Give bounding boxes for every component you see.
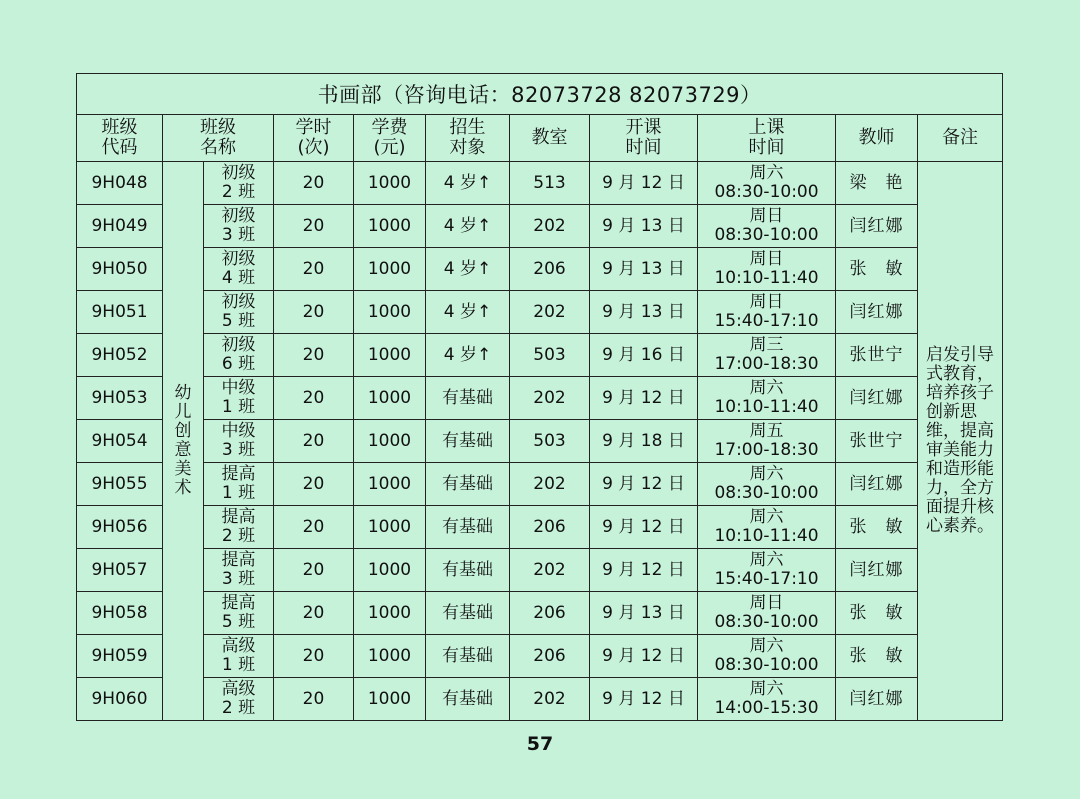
class-start-date: 9 月 12 日 (590, 463, 698, 506)
class-teacher: 闫红娜 (836, 549, 918, 592)
table-title: 书画部（咨询电话：82073728 82073729） (77, 74, 1003, 115)
header-target: 招生 对象 (426, 115, 510, 162)
course-table-container (76, 73, 1002, 721)
class-code: 9H057 (77, 549, 163, 592)
table-row (77, 592, 1003, 635)
header-start-date: 开课 时间 (590, 115, 698, 162)
class-schedule: 周五 17:00-18:30 (698, 420, 836, 463)
class-schedule: 周六 10:10-11:40 (698, 506, 836, 549)
class-start-date: 9 月 13 日 (590, 291, 698, 334)
class-room: 202 (510, 205, 590, 248)
class-hours: 20 (274, 420, 354, 463)
class-name: 中级 1 班 (204, 377, 274, 420)
class-fee: 1000 (354, 635, 426, 678)
class-hours: 20 (274, 549, 354, 592)
class-teacher: 张 敏 (836, 506, 918, 549)
class-name: 提高 2 班 (204, 506, 274, 549)
header-schedule: 上课 时间 (698, 115, 836, 162)
class-schedule: 周三 17:00-18:30 (698, 334, 836, 377)
header-fee: 学费 (元) (354, 115, 426, 162)
class-name: 高级 1 班 (204, 635, 274, 678)
course-table (76, 73, 1003, 721)
class-room: 513 (510, 162, 590, 205)
class-teacher: 梁 艳 (836, 162, 918, 205)
class-target: 有基础 (426, 549, 510, 592)
class-name: 初级 3 班 (204, 205, 274, 248)
class-teacher: 闫红娜 (836, 377, 918, 420)
class-code: 9H053 (77, 377, 163, 420)
class-target: 4 岁↑ (426, 162, 510, 205)
class-start-date: 9 月 18 日 (590, 420, 698, 463)
class-schedule: 周六 14:00-15:30 (698, 678, 836, 721)
table-row (77, 291, 1003, 334)
class-start-date: 9 月 12 日 (590, 377, 698, 420)
class-schedule: 周日 08:30-10:00 (698, 592, 836, 635)
class-schedule: 周六 08:30-10:00 (698, 463, 836, 506)
class-target: 有基础 (426, 506, 510, 549)
table-row (77, 377, 1003, 420)
class-hours: 20 (274, 463, 354, 506)
class-target: 4 岁↑ (426, 205, 510, 248)
class-hours: 20 (274, 377, 354, 420)
class-code: 9H056 (77, 506, 163, 549)
class-hours: 20 (274, 334, 354, 377)
class-name: 提高 5 班 (204, 592, 274, 635)
class-teacher: 闫红娜 (836, 291, 918, 334)
class-hours: 20 (274, 162, 354, 205)
class-teacher: 张 敏 (836, 248, 918, 291)
class-name: 初级 6 班 (204, 334, 274, 377)
class-code: 9H049 (77, 205, 163, 248)
class-start-date: 9 月 16 日 (590, 334, 698, 377)
table-row (77, 162, 1003, 205)
table-row (77, 463, 1003, 506)
class-target: 4 岁↑ (426, 334, 510, 377)
header-class-name: 班级 名称 (163, 115, 274, 162)
header-class-code: 班级 代码 (77, 115, 163, 162)
class-schedule: 周六 08:30-10:00 (698, 635, 836, 678)
subject-name (163, 162, 204, 721)
class-room: 202 (510, 377, 590, 420)
class-code: 9H059 (77, 635, 163, 678)
table-row (77, 678, 1003, 721)
header-row (77, 115, 1003, 162)
class-room: 503 (510, 420, 590, 463)
table-row (77, 549, 1003, 592)
page-number: 57 (526, 733, 554, 755)
class-target: 有基础 (426, 635, 510, 678)
class-code: 9H050 (77, 248, 163, 291)
class-target: 有基础 (426, 420, 510, 463)
class-hours: 20 (274, 592, 354, 635)
class-code: 9H048 (77, 162, 163, 205)
table-row (77, 506, 1003, 549)
table-row (77, 635, 1003, 678)
class-schedule: 周日 08:30-10:00 (698, 205, 836, 248)
class-fee: 1000 (354, 506, 426, 549)
class-schedule: 周六 10:10-11:40 (698, 377, 836, 420)
class-code: 9H060 (77, 678, 163, 721)
table-row (77, 420, 1003, 463)
class-name: 中级 3 班 (204, 420, 274, 463)
class-code: 9H058 (77, 592, 163, 635)
class-name: 提高 1 班 (204, 463, 274, 506)
class-code: 9H054 (77, 420, 163, 463)
class-target: 4 岁↑ (426, 291, 510, 334)
class-room: 206 (510, 635, 590, 678)
class-schedule: 周日 15:40-17:10 (698, 291, 836, 334)
class-hours: 20 (274, 678, 354, 721)
class-hours: 20 (274, 291, 354, 334)
class-room: 202 (510, 291, 590, 334)
class-hours: 20 (274, 635, 354, 678)
class-name: 初级 5 班 (204, 291, 274, 334)
class-room: 202 (510, 678, 590, 721)
class-room: 206 (510, 592, 590, 635)
class-start-date: 9 月 12 日 (590, 506, 698, 549)
class-code: 9H052 (77, 334, 163, 377)
class-name: 提高 3 班 (204, 549, 274, 592)
class-hours: 20 (274, 205, 354, 248)
class-fee: 1000 (354, 377, 426, 420)
header-hours: 学时 (次) (274, 115, 354, 162)
class-start-date: 9 月 13 日 (590, 248, 698, 291)
class-schedule: 周日 10:10-11:40 (698, 248, 836, 291)
class-schedule: 周六 08:30-10:00 (698, 162, 836, 205)
class-name: 初级 2 班 (204, 162, 274, 205)
class-target: 4 岁↑ (426, 248, 510, 291)
class-fee: 1000 (354, 549, 426, 592)
header-note: 备注 (918, 115, 1003, 162)
class-teacher: 闫红娜 (836, 678, 918, 721)
class-fee: 1000 (354, 592, 426, 635)
class-name: 高级 2 班 (204, 678, 274, 721)
class-fee: 1000 (354, 291, 426, 334)
subject-text: 幼儿创意美术 (174, 383, 192, 498)
class-fee: 1000 (354, 205, 426, 248)
class-teacher: 闫红娜 (836, 463, 918, 506)
class-hours: 20 (274, 248, 354, 291)
class-teacher: 张世宁 (836, 334, 918, 377)
class-room: 206 (510, 506, 590, 549)
class-schedule: 周六 15:40-17:10 (698, 549, 836, 592)
class-room: 206 (510, 248, 590, 291)
table-row (77, 205, 1003, 248)
class-start-date: 9 月 13 日 (590, 592, 698, 635)
header-room: 教室 (510, 115, 590, 162)
class-name: 初级 4 班 (204, 248, 274, 291)
class-hours: 20 (274, 506, 354, 549)
class-start-date: 9 月 12 日 (590, 678, 698, 721)
class-start-date: 9 月 13 日 (590, 205, 698, 248)
class-start-date: 9 月 12 日 (590, 635, 698, 678)
header-teacher: 教师 (836, 115, 918, 162)
class-start-date: 9 月 12 日 (590, 162, 698, 205)
class-room: 202 (510, 549, 590, 592)
class-fee: 1000 (354, 248, 426, 291)
class-target: 有基础 (426, 592, 510, 635)
class-fee: 1000 (354, 678, 426, 721)
class-teacher: 张 敏 (836, 635, 918, 678)
class-code: 9H051 (77, 291, 163, 334)
class-teacher: 张世宁 (836, 420, 918, 463)
class-fee: 1000 (354, 334, 426, 377)
title-row (77, 74, 1003, 115)
class-teacher: 闫红娜 (836, 205, 918, 248)
class-teacher: 张 敏 (836, 592, 918, 635)
class-target: 有基础 (426, 377, 510, 420)
class-fee: 1000 (354, 162, 426, 205)
table-row (77, 248, 1003, 291)
class-target: 有基础 (426, 463, 510, 506)
class-code: 9H055 (77, 463, 163, 506)
class-room: 503 (510, 334, 590, 377)
class-room: 202 (510, 463, 590, 506)
note-text: 启发引导式教育，培养孩子创新思维，提高审美能力和造形能力，全方面提升核心素养。 (918, 162, 1003, 721)
table-row (77, 334, 1003, 377)
class-target: 有基础 (426, 678, 510, 721)
class-fee: 1000 (354, 463, 426, 506)
class-fee: 1000 (354, 420, 426, 463)
class-start-date: 9 月 12 日 (590, 549, 698, 592)
